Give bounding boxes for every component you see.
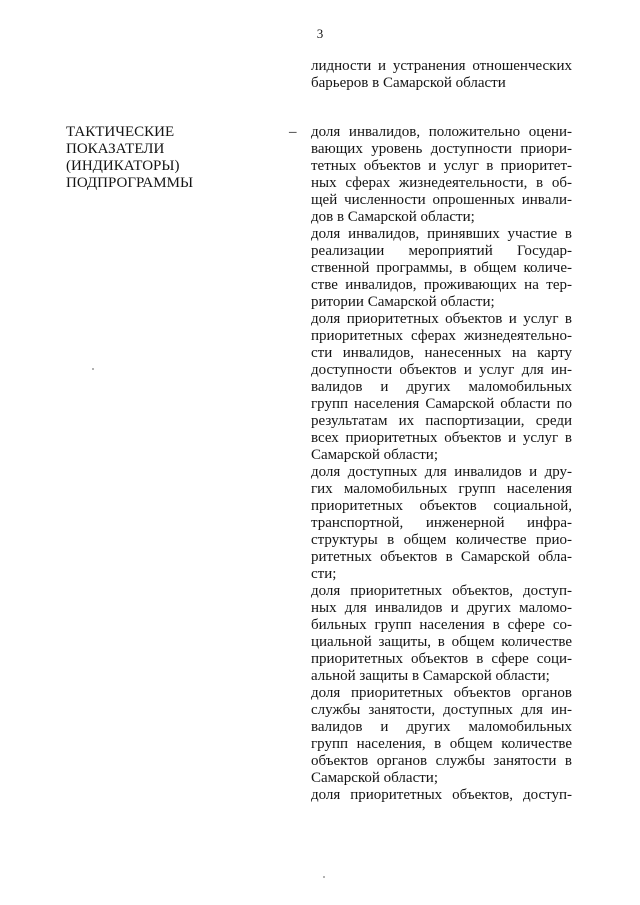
text-line: реализации мероприятий Государ- [311, 243, 572, 259]
text-line: приоритетных объектов социальной, [311, 498, 572, 514]
text-line: альной защиты в Самарской области; [311, 668, 550, 684]
text-line: доля инвалидов, принявших участие в [311, 226, 572, 242]
text-line: приоритетных сферах жизнедеятельно- [311, 328, 572, 344]
text-line: транспортной, инженерной инфра- [311, 515, 572, 531]
text-line: доля приоритетных объектов, доступ- [311, 583, 572, 599]
text-line: дов в Самарской области; [311, 209, 475, 225]
text-line: приоритетных объектов в сфере соци- [311, 651, 572, 667]
text-line: ритории Самарской области; [311, 294, 495, 310]
text-line: валидов и других маломобильных [311, 379, 572, 395]
text-line: сти инвалидов, нанесенных на карту [311, 345, 572, 361]
text-line: доля инвалидов, положительно оцени- [311, 124, 572, 140]
text-line: доля доступных для инвалидов и дру- [311, 464, 572, 480]
scan-speck [92, 368, 94, 370]
text-line: групп населения, в общем количестве [311, 736, 572, 752]
heading-line: ПОДПРОГРАММЫ [66, 175, 194, 191]
text-line: всех приоритетных объектов и услуг в [311, 430, 572, 446]
text-line: бильных групп населения в сфере со- [311, 617, 572, 633]
heading-line: ТАКТИЧЕСКИЕ [66, 124, 175, 140]
text-line: ственной программы, в общем количе- [311, 260, 572, 276]
scan-speck [323, 876, 325, 878]
text-line: групп населения Самарской области по [311, 396, 572, 412]
text-line: гих маломобильных групп населения [311, 481, 572, 497]
heading-line: (ИНДИКАТОРЫ) [66, 158, 180, 174]
list-dash: – [289, 124, 297, 140]
text-line: доля приоритетных объектов, доступ- [311, 787, 572, 803]
page-number: 3 [316, 26, 324, 41]
text-line: объектов органов службы занятости в [311, 753, 572, 769]
heading-line: ПОКАЗАТЕЛИ [66, 141, 165, 157]
text-line: доступности объектов и услуг для ин- [311, 362, 572, 378]
text-line: циальной защиты, в общем количестве [311, 634, 572, 650]
text-line: щей численности опрошенных инвали- [311, 192, 572, 208]
text-line: ритетных объектов в Самарской обла- [311, 549, 572, 565]
text-line: вающих уровень доступности приори- [311, 141, 572, 157]
text-line: результатам их паспортизации, среди [311, 413, 572, 429]
text-line: ных сферах жизнедеятельности, в об- [311, 175, 572, 191]
text-line: валидов и других маломобильных [311, 719, 572, 735]
text-line: барьеров в Самарской области [311, 75, 506, 91]
text-line: доля приоритетных объектов и услуг в [311, 311, 572, 327]
text-line: Самарской области; [311, 770, 438, 786]
text-line: лидности и устранения отношенческих [311, 58, 572, 74]
text-line: ных для инвалидов и других маломо- [311, 600, 572, 616]
text-line: Самарской области; [311, 447, 438, 463]
text-line: доля приоритетных объектов органов [311, 685, 572, 701]
text-line: структуры в общем количестве прио- [311, 532, 572, 548]
text-line: стве инвалидов, проживающих на тер- [311, 277, 572, 293]
text-line: службы занятости, доступных для ин- [311, 702, 572, 718]
text-line: тетных объектов и услуг в приоритет- [311, 158, 572, 174]
text-line: сти; [311, 566, 337, 582]
